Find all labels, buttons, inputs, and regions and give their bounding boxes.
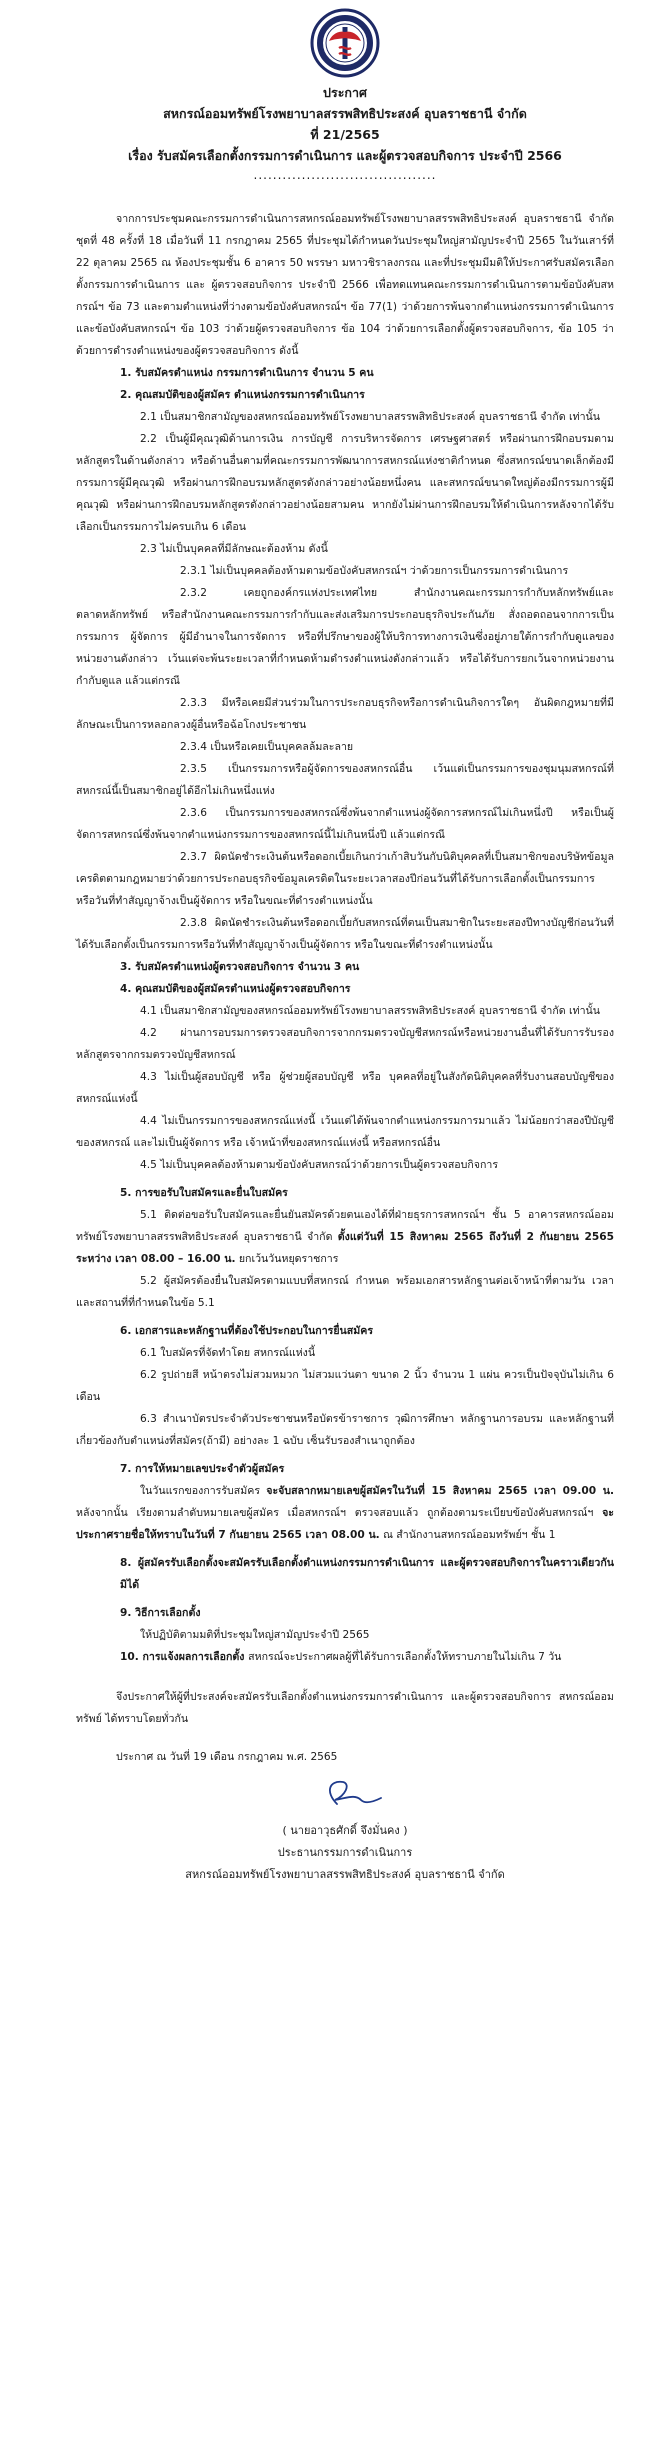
- section-1-heading: 1. รับสมัครตำแหน่ง กรรมการดำเนินการ จำนวน 5 คน: [120, 367, 374, 379]
- item-2-3-3: 2.3.3 มีหรือเคยมีส่วนร่วมในการประกอบธุรกิจหรือการดำเนินกิจการใดๆ อันผิดกฎหมายที่มีลักษณะเป็นการหลอกลวงผู้อื่นหรือฉ้อโกงประชาชน: [76, 697, 614, 731]
- announcement-page: [0, 8, 670, 2441]
- item-4-2: 4.2 ผ่านการอบรมการตรวจสอบกิจการจากกรมตรวจบัญชีสหกรณ์หรือหน่วยงานอื่นที่ได้รับการรับรองหลักสูตรจากกรมตรวจบัญชีสหกรณ์: [76, 1027, 614, 1061]
- item-5-2: 5.2 ผู้สมัครต้องยื่นใบสมัครตามแบบที่สหกรณ์ กำหนด พร้อมเอกสารหลักฐานต่อเจ้าหน้าที่ตามวัน เวลา และสถานที่ที่กำหนดในข้อ 5.1: [76, 1275, 614, 1309]
- intro-paragraph: จากการประชุมคณะกรรมการดำเนินการสหกรณ์ออมทรัพย์โรงพยาบาลสรรพสิทธิประสงค์ อุบลราชธานี จำกัด ชุดที่ 48 ครั้งที่ 18 เมื่อวันที่ 11 กรกฎาคม 2565 ที่ประชุมได้กำหนดวันประชุมใหญ่สามัญประจำปี 2565 ในวันเสาร์ที่ 22 ตุลาคม 2565 ณ ห้องประชุมชั้น 6 อาคาร 50 พรรษา มหาวชิราลงกรณ และที่ประชุมมีมติให้ประกาศรับสมัครเลือกตั้งกรรมการดำเนินการ และ ผู้ตรวจสอบกิจการ ประจำปี 2566 เพื่อทดแทนคณะกรรมการดำเนินการตามข้อบังคับสหกรณ์ฯ ข้อ 73 และตามตำแหน่งที่ว่างตามข้อบังคับสหกรณ์ฯ ข้อ 77(1) ว่าด้วยการพ้นจากตำแหน่งกรรมการดำเนินการ และข้อบังคับสหกรณ์ฯ ข้อ 103 ว่าด้วยผู้ตรวจสอบกิจการ ข้อ 104 ว่าด้วยการเลือกตั้งผู้ตรวจสอบกิจการ, ข้อ 105 ว่าด้วยการดำรงตำแหน่งของผู้ตรวจสอบกิจการ ดังนี้: [76, 213, 614, 357]
- section-5-heading: 5. การขอรับใบสมัครและยื่นใบสมัคร: [120, 1187, 288, 1199]
- item-7-place: ณ สำนักงานสหกรณ์ออมทรัพย์ฯ ชั้น 1: [383, 1529, 556, 1541]
- announcement-date: ประกาศ ณ วันที่ 19 เดือน กรกฎาคม พ.ศ. 2565: [116, 1751, 338, 1763]
- section-4-heading: 4. คุณสมบัติของผู้สมัครตำแหน่งผู้ตรวจสอบกิจการ: [120, 983, 351, 995]
- announcement-body: [76, 208, 614, 1768]
- doc-number: ที่ 21/2565: [310, 127, 380, 142]
- item-2-3-1: 2.3.1 ไม่เป็นบุคคลต้องห้ามตามข้อบังคับสหกรณ์ฯ ว่าด้วยการเป็นกรรมการดำเนินการ: [180, 565, 569, 577]
- item-7-announce-date: จะประกาศรายชื่อให้ทราบในวันที่ 7 กันยายน 2565 เวลา 08.00 น.: [76, 1507, 614, 1541]
- org-name: สหกรณ์ออมทรัพย์โรงพยาบาลสรรพสิทธิประสงค์ อุบลราชธานี จำกัด: [163, 106, 527, 121]
- item-7-process: หลังจากนั้น เรียงตามลำดับหมายเลขผู้สมัคร เมื่อสหกรณ์ฯ ตรวจสอบแล้ว ถูกต้องตามระเบียบข้อบังคับสหกรณ์ฯ: [76, 1507, 594, 1519]
- item-2-3-6: 2.3.6 เป็นกรรมการของสหกรณ์ซึ่งพ้นจากตำแหน่งผู้จัดการสหกรณ์ไม่เกินหนึ่งปี หรือเป็นผู้จัดการสหกรณ์ซึ่งพ้นจากตำแหน่งกรรมการของสหกรณ์นี้ไม่เกินหนึ่งปี แล้วแต่กรณี: [76, 807, 614, 841]
- section-10-text: สหกรณ์จะประกาศผลผู้ที่ได้รับการเลือกตั้งให้ทราบภายในไม่เกิน 7 วัน: [248, 1651, 562, 1663]
- item-7-draw-date: จะจับสลากหมายเลขผู้สมัครในวันที่ 15 สิงหาคม 2565 เวลา 09.00 น.: [266, 1485, 614, 1497]
- item-4-3: 4.3 ไม่เป็นผู้สอบบัญชี หรือ ผู้ช่วยผู้สอบบัญชี หรือ บุคคลที่อยู่ในสังกัดนิติบุคคลที่รับงานสอบบัญชีของสหกรณ์แห่งนี้: [76, 1071, 614, 1105]
- section-10-heading: 10. การแจ้งผลการเลือกตั้ง: [120, 1651, 245, 1663]
- item-7-lead: ในวันแรกของการรับสมัคร: [140, 1485, 261, 1497]
- item-5-1-note: ยกเว้นวันหยุดราชการ: [238, 1253, 339, 1265]
- item-2-3-2: 2.3.2 เคยถูกองค์กรแห่งประเทศไทย สำนักงานคณะกรรมการกำกับหลักทรัพย์และตลาดหลักทรัพย์ หรือสำนักงานคณะกรรมการกำกับและส่งเสริมการประกอบธุรกิจประกันภัย สั่งถอดถอนจากการเป็นกรรมการ ผู้จัดการ ผู้มีอำนาจในการจัดการ หรือที่ปรึกษาของผู้ให้บริการทางการเงินซึ่งอยู่ภายใต้การกำกับดูแลของหน่วยงานดังกล่าว เว้นแต่จะพ้นระยะเวลาที่กำหนดห้ามดำรงตำแหน่งดังกล่าวแล้ว หรือได้รับการยกเว้นจากหน่วยงานกำกับดูแล แล้วแต่กรณี: [76, 587, 614, 687]
- item-4-4: 4.4 ไม่เป็นกรรมการของสหกรณ์แห่งนี้ เว้นแต่ได้พ้นจากตำแหน่งกรรมการมาแล้ว ไม่น้อยกว่าสองปีบัญชีของสหกรณ์ และไม่เป็นผู้จัดการ หรือ เจ้าหน้าที่ของสหกรณ์แห่งนี้ หรือสหกรณ์อื่น: [76, 1115, 614, 1149]
- item-9: ให้ปฏิบัติตามมติที่ประชุมใหญ่สามัญประจำปี 2565: [140, 1629, 370, 1641]
- signer-name: ( นายอาวุธศักดิ์ จึงมั่นคง ): [282, 1824, 408, 1837]
- doc-subject: เรื่อง รับสมัครเลือกตั้งกรรมการดำเนินการ และผู้ตรวจสอบกิจการ ประจำปี 2566: [128, 148, 562, 163]
- item-6-1: 6.1 ใบสมัครที่จัดทำโดย สหกรณ์แห่งนี้: [140, 1347, 316, 1359]
- section-10: [76, 1646, 614, 1668]
- signature-mark: [285, 1774, 405, 1820]
- section-2-heading: 2. คุณสมบัติของผู้สมัคร ตำแหน่งกรรมการดำเนินการ: [120, 389, 365, 401]
- item-6-2: 6.2 รูปถ่ายสี หน้าตรงไม่สวมหมวก ไม่สวมแว่นตา ขนาด 2 นิ้ว จำนวน 1 แผ่น ควรเป็นปัจจุบันไม่เกิน 6 เดือน: [76, 1369, 614, 1403]
- item-2-1: 2.1 เป็นสมาชิกสามัญของสหกรณ์ออมทรัพย์โรงพยาบาลสรรพสิทธิประสงค์ อุบลราชธานี จำกัด เท่านั้น: [140, 411, 601, 423]
- item-5-1-dates: ตั้งแต่วันที่ 15 สิงหาคม 2565 ถึงวันที่ 2 กันยายน 2565 ระหว่าง เวลา 08.00 – 16.00 น.: [76, 1231, 614, 1265]
- closing-paragraph: จึงประกาศให้ผู้ที่ประสงค์จะสมัครรับเลือกตั้งตำแหน่งกรรมการดำเนินการ และผู้ตรวจสอบกิจการ สหกรณ์ออมทรัพย์ ได้ทราบโดยทั่วกัน: [76, 1691, 614, 1725]
- item-4-5: 4.5 ไม่เป็นบุคคลต้องห้ามตามข้อบังคับสหกรณ์ว่าด้วยการเป็นผู้ตรวจสอบกิจการ: [140, 1159, 499, 1171]
- item-2-3-5: 2.3.5 เป็นกรรมการหรือผู้จัดการของสหกรณ์อื่น เว้นแต่เป็นกรรมการของชุมนุมสหกรณ์ที่สหกรณ์นี้เป็นสมาชิกอยู่ได้อีกไม่เกินหนึ่งแห่ง: [76, 763, 614, 797]
- signature-block: [76, 1774, 614, 1886]
- section-8-heading: 8. ผู้สมัครรับเลือกตั้งจะสมัครรับเลือกตั้งตำแหน่งกรรมการดำเนินการ และผู้ตรวจสอบกิจการในคราวเดียวกันมิได้: [120, 1557, 614, 1591]
- doc-title: ประกาศ: [323, 85, 367, 100]
- item-2-3-4: 2.3.4 เป็นหรือเคยเป็นบุคคลล้มละลาย: [180, 741, 354, 753]
- section-6-heading: 6. เอกสารและหลักฐานที่ต้องใช้ประกอบในการยื่นสมัคร: [120, 1325, 374, 1337]
- dotted-divider: ......................................: [253, 168, 437, 182]
- item-7: [76, 1480, 614, 1546]
- cooperative-seal-icon: [310, 8, 380, 78]
- item-2-3-8: 2.3.8 ผิดนัดชำระเงินต้นหรือดอกเบี้ยกับสหกรณ์ที่ตนเป็นสมาชิกในระยะสองปีทางบัญชีก่อนวันที่ได้รับเลือกตั้งเป็นกรรมการหรือวันที่ทำสัญญาจ้างเป็นผู้จัดการ หรือในขณะที่ดำรงตำแหน่งนั้น: [76, 917, 614, 951]
- section-3-heading: 3. รับสมัครตำแหน่งผู้ตรวจสอบกิจการ จำนวน 3 คน: [120, 961, 360, 973]
- section-7-heading: 7. การให้หมายเลขประจำตัวผู้สมัคร: [120, 1463, 285, 1475]
- item-2-2: 2.2 เป็นผู้มีคุณวุฒิด้านการเงิน การบัญชี การบริหารจัดการ เศรษฐศาสตร์ หรือผ่านการฝึกอบรมตามหลักสูตรในด้านดังกล่าว หรือด้านอื่นตามที่คณะกรรมการพัฒนาการสหกรณ์แห่งชาติกำหนด ซึ่งสหกรณ์ขนาดเล็กต้องมีกรรมการผู้มีคุณวุฒิ หรือผ่านการฝึกอบรมหลักสูตรดังกล่าวอย่างน้อยหนึ่งคน และสหกรณ์ขนาดใหญ่ต้องมีกรรมการผู้มีคุณวุฒิ หรือผ่านการฝึกอบรมหลักสูตรดังกล่าวอย่างน้อยสามคน หากยังไม่ผ่านการฝึกอบรมให้ดำเนินการหลังจากได้รับเลือกเป็นกรรมการไม่ครบเกิน 6 เดือน: [76, 433, 614, 533]
- item-6-3: 6.3 สำเนาบัตรประจำตัวประชาชนหรือบัตรข้าราชการ วุฒิการศึกษา หลักฐานการอบรม และหลักฐานที่เกี่ยวข้องกับตำแหน่งที่สมัคร(ถ้ามี) อย่างละ 1 ฉบับ เซ็นรับรองสำเนาถูกต้อง: [76, 1413, 614, 1447]
- item-5-1-text: 5.1 ติดต่อขอรับใบสมัครและยื่นยันสมัครด้วยตนเองได้ที่ฝ่ายธุรการสหกรณ์ฯ ชั้น 5 อาคารสหกรณ์ออมทรัพย์โรงพยาบาลสรรพสิทธิประสงค์ อุบลราชธานี จำกัด: [76, 1209, 614, 1243]
- signer-org: สหกรณ์ออมทรัพย์โรงพยาบาลสรรพสิทธิประสงค์ อุบลราชธานี จำกัด: [185, 1868, 505, 1881]
- item-4-1: 4.1 เป็นสมาชิกสามัญของสหกรณ์ออมทรัพย์โรงพยาบาลสรรพสิทธิประสงค์ อุบลราชธานี จำกัด เท่านั้น: [140, 1005, 601, 1017]
- signer-title: ประธานกรรมการดำเนินการ: [277, 1846, 413, 1859]
- item-5-1: [76, 1204, 614, 1270]
- item-2-3: 2.3 ไม่เป็นบุคคลที่มีลักษณะต้องห้าม ดังนี้: [140, 543, 328, 555]
- item-2-3-7: 2.3.7 ผิดนัดชำระเงินต้นหรือดอกเบี้ยเกินกว่าเก้าสิบวันกับนิติบุคคลที่เป็นสมาชิกของบริษัทข้อมูลเครดิตตามกฎหมายว่าด้วยการประกอบธุรกิจข้อมูลเครดิตในระยะเวลาสองปีก่อนวันที่ได้รับการเลือกตั้งเป็นกรรมการ หรือวันที่ทำสัญญาจ้างเป็นผู้จัดการ หรือในขณะที่ดำรงตำแหน่งนั้น: [76, 851, 614, 907]
- section-9-heading: 9. วิธีการเลือกตั้ง: [120, 1607, 201, 1619]
